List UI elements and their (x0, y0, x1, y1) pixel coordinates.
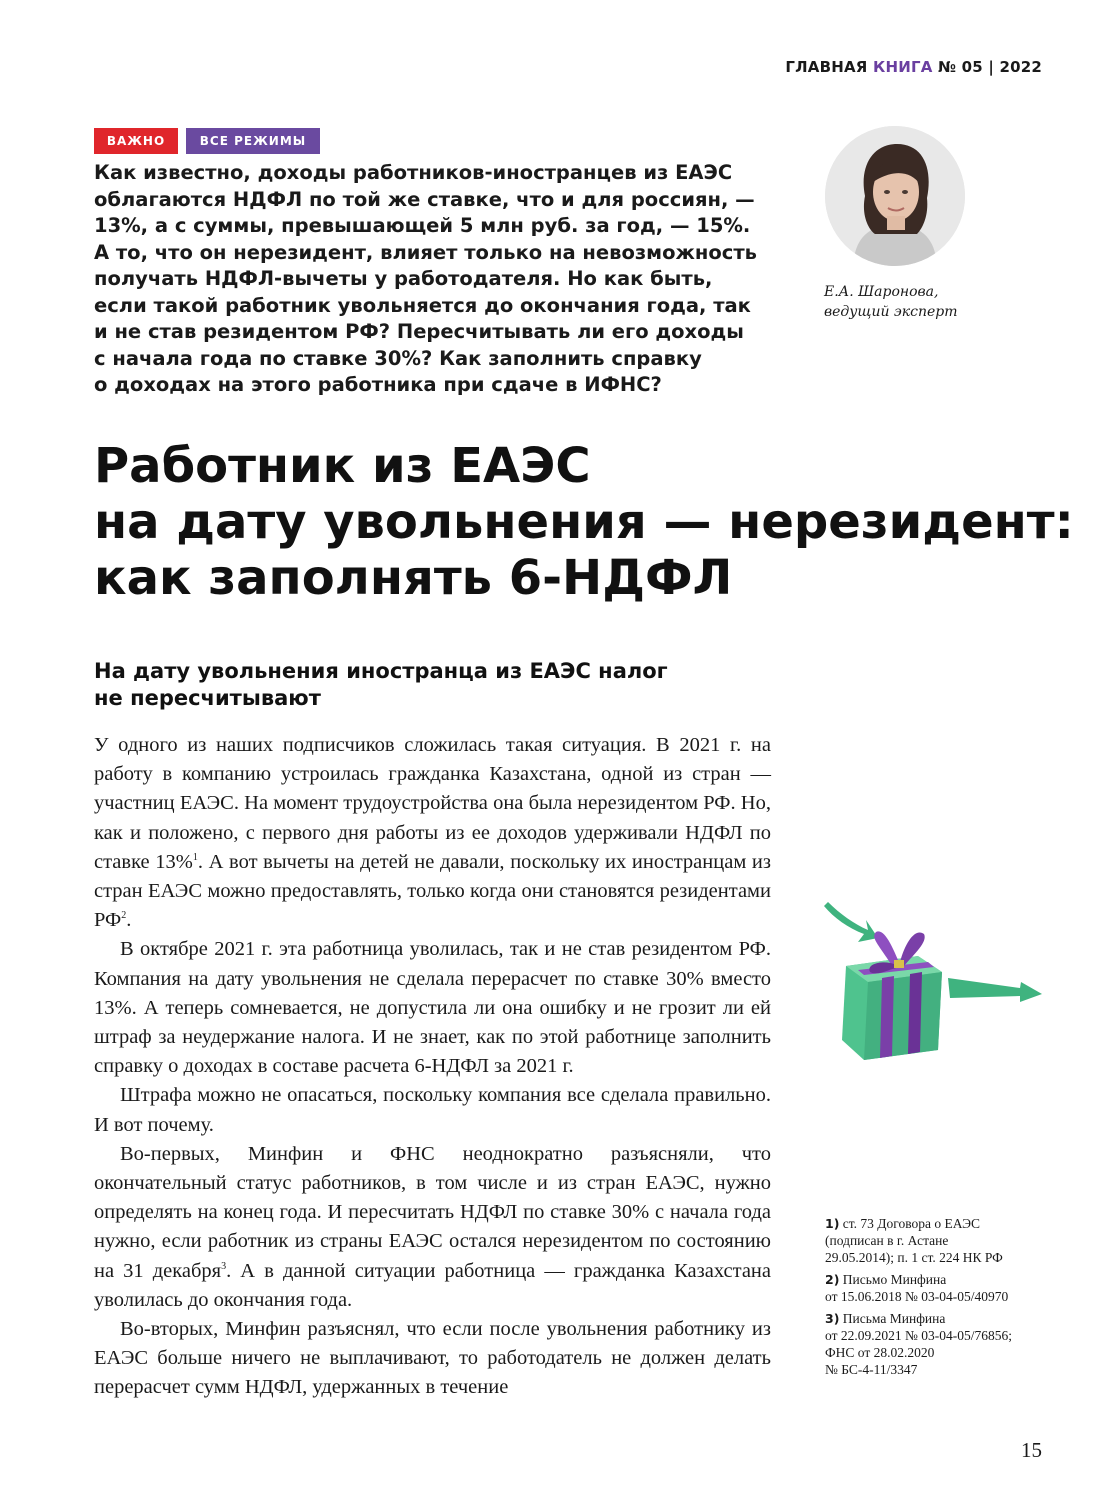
footnote-text: № БС-4-11/3347 (825, 1362, 918, 1377)
title-line: на дату увольнения — нерезидент: (94, 494, 1074, 550)
lead-line: Как известно, доходы работников-иностранцев из ЕАЭС (94, 161, 733, 184)
lead-paragraph (94, 160, 794, 399)
author-name: Е.А. Шаронова, (824, 284, 939, 300)
tag-important: ВАЖНО (94, 128, 178, 154)
body-paragraph: Во-вторых, Минфин разъяснял, что если после увольнения работнику из ЕАЭС больше ничего не выплачивают, то работодатель не должен делать перерасчет сумм НДФЛ, удержанных в течение (94, 1318, 771, 1399)
body-paragraph (94, 731, 771, 935)
footnote-ref: 2 (121, 910, 127, 922)
footnote-number: 2) (825, 1272, 840, 1287)
gift-illustration (820, 890, 1050, 1070)
body-paragraph: В октябре 2021 г. эта работница уволилась, так и не став резидентом РФ. Компания на дату увольнения не сделала перерасчет по ставке 30% вместо 13%. А теперь сомневается, не допустила ли она ошибку и не грозит ли ей штраф за неудержание налога. И не знает, как по этой работнице заполнить справку о доходах в составе расчета 6-НДФЛ за 2021 г. (94, 938, 771, 1078)
lead-line: получать НДФЛ-вычеты у работодателя. Но как быть, (94, 267, 713, 290)
footnote-text: ст. 73 Договора о ЕАЭС (842, 1216, 981, 1231)
author-caption (824, 282, 958, 322)
subhead-line: не пересчитывают (94, 686, 321, 710)
footnote-text: (подписан в г. Астане (825, 1233, 949, 1248)
lead-line: о доходах на этого работника при сдаче в ИФНС? (94, 373, 662, 396)
body-text: . (126, 909, 132, 932)
author-photo (825, 126, 965, 266)
footnote-number: 1) (825, 1216, 840, 1231)
footnote-number: 3) (825, 1311, 840, 1326)
author-portrait-icon (825, 126, 965, 266)
lead-line: если такой работник увольняется до окончания года, так (94, 293, 751, 317)
lead-line: 13%, а с суммы, превышающей 5 млн руб. за год, — 15%. (94, 214, 751, 237)
lead-line: с начала года по ставке 30%? Как заполнить справку (94, 346, 702, 370)
page-number: 15 (1021, 1438, 1042, 1462)
footnote-text: 29.05.2014); п. 1 ст. 224 НК РФ (825, 1250, 1003, 1265)
footnote-text: Письмо Минфина (842, 1272, 947, 1287)
body-text: У одного из наших подписчиков сложилась такая ситуация. В 2021 г. на работу в компанию устроилась гражданка Казахстана, одной из стран — участниц ЕАЭС. На момент трудоустройства она была нерезидентом РФ. Но, как и положено, с первого дня работы из ее доходов удерживали НДФЛ по ставке 13% (94, 734, 771, 873)
issue-number: № 05 | 2022 (937, 58, 1042, 76)
section-heading (94, 658, 774, 712)
article-title (94, 438, 1074, 606)
body-text: . А вот вычеты на детей не давали, поскольку их иностранцам из стран ЕАЭС можно предоставлять, только когда они становятся резидентами РФ (94, 850, 771, 932)
gift-box-icon (820, 890, 1050, 1070)
lead-line: А то, что он нерезидент, влияет только на невозможность (94, 240, 757, 264)
title-line: как заполнять 6-НДФЛ (94, 550, 733, 606)
header-title: ГЛАВНАЯ (785, 58, 868, 76)
footnote-text: Письма Минфина (842, 1311, 946, 1326)
lead-line: и не став резидентом РФ? Пересчитывать ли его доходы (94, 320, 744, 343)
magazine-header (785, 58, 1042, 76)
footnote-ref: 3 (221, 1260, 227, 1272)
body-text: . А в данной ситуации работница — гражданка Казахстана уволилась до окончания года. (94, 1259, 771, 1311)
tag-all-regimes: ВСЕ РЕЖИМЫ (186, 128, 320, 154)
author-role: ведущий эксперт (824, 304, 958, 320)
lead-line: облагаются НДФЛ по той же ставке, что и для россиян, — (94, 187, 755, 211)
footnote-text: от 15.06.2018 № 03-04-05/40970 (825, 1289, 1009, 1304)
footnote-text: от 22.09.2021 № 03-04-05/76856; (825, 1328, 1012, 1343)
title-line: Работник из ЕАЭС (94, 438, 591, 494)
body-paragraph (94, 1140, 771, 1315)
article-body (94, 731, 771, 1403)
footnotes (825, 1210, 1055, 1383)
footnote-text: ФНС от 28.02.2020 (825, 1345, 935, 1360)
footnote-ref: 1 (192, 851, 198, 863)
subhead-line: На дату увольнения иностранца из ЕАЭС налог (94, 659, 668, 683)
body-text: Во-первых, Минфин и ФНС неоднократно разъясняли, что окончательный статус работников, в том числе и из стран ЕАЭС, нужно определять на конец года. И пересчитать НДФЛ по ставке 30% с начала года нужно, если работник из страны ЕАЭС остался нерезидентом по состоянию на 31 декабря (94, 1142, 771, 1282)
header-title-accent: КНИГА (873, 58, 933, 76)
body-paragraph: Штрафа можно не опасаться, поскольку компания все сделала правильно. И вот почему. (94, 1084, 771, 1136)
